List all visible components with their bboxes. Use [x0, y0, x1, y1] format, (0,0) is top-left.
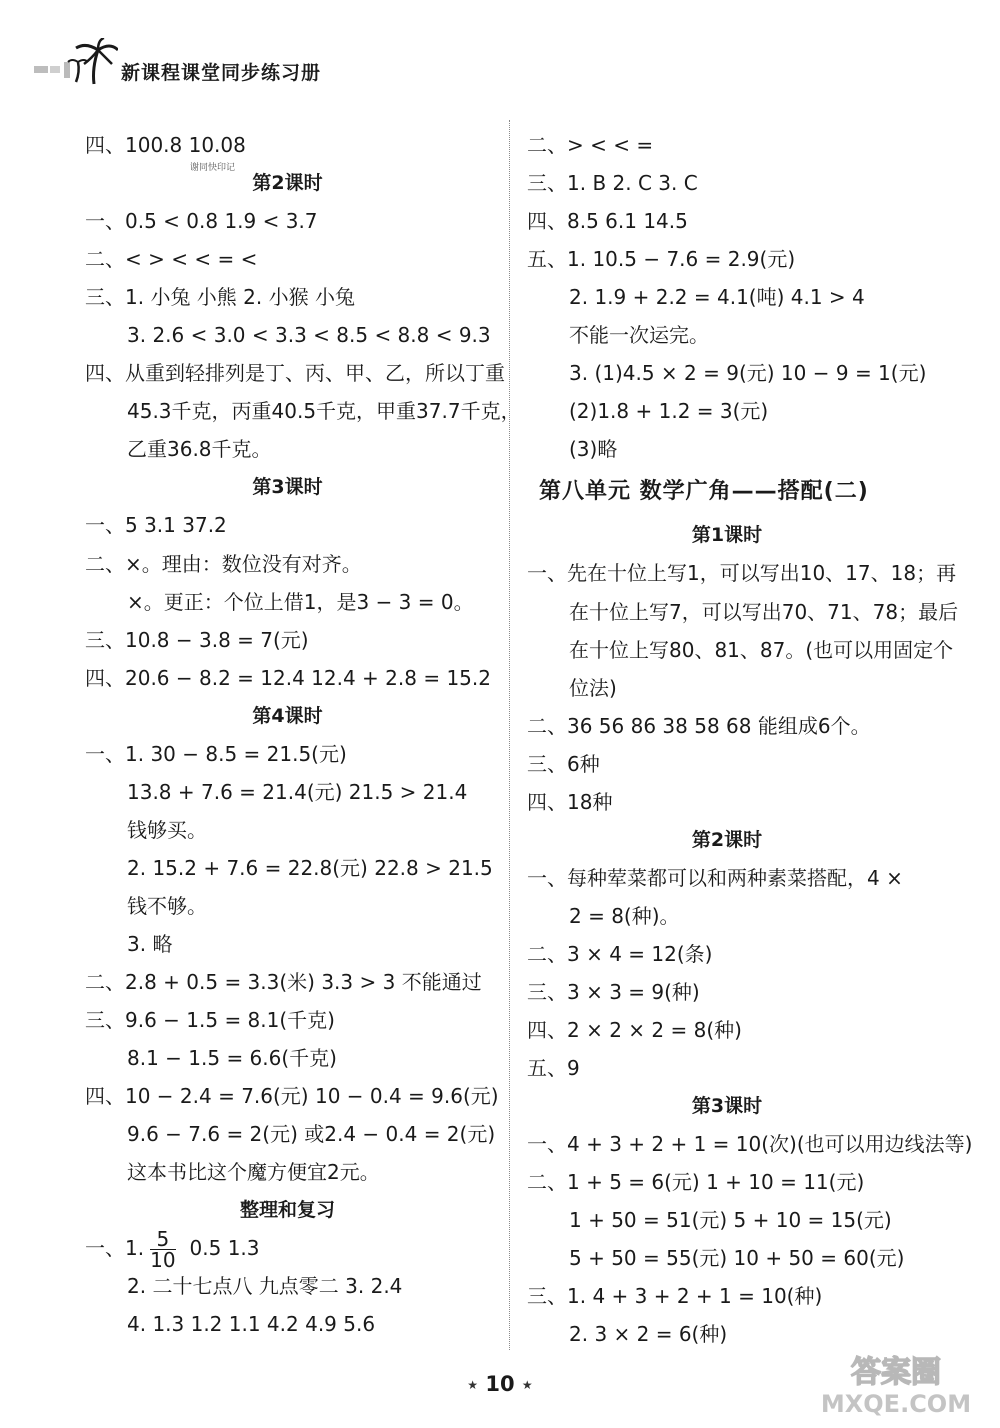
answer-line: 三、1. 4 + 3 + 2 + 1 = 10(种): [527, 1284, 823, 1309]
palm-tree-logo: [28, 38, 118, 86]
lesson-heading: 第3课时: [691, 1095, 763, 1118]
lesson-heading: 第2课时: [691, 828, 763, 851]
answer-prefix: 一、1.: [85, 1236, 145, 1261]
answer-line-continued: 位法): [569, 675, 617, 700]
answer-line: 二、1 + 5 = 6(元) 1 + 10 = 11(元): [527, 1170, 865, 1195]
answer-line-continued: 13.8 + 7.6 = 21.4(元) 21.5 > 21.4: [127, 779, 468, 804]
answer-line-continued: 1 + 50 = 51(元) 5 + 10 = 15(元): [569, 1208, 892, 1233]
site-watermark-logo: [806, 1348, 986, 1418]
answer-line-continued: 在十位上写80、81、87。(也可以用固定个: [569, 637, 954, 662]
answer-line: 二、> < < =: [527, 133, 654, 157]
answer-line: 五、9: [527, 1056, 580, 1081]
answer-line: [85, 1227, 490, 1273]
answer-line: 四、10 − 2.4 = 7.6(元) 10 − 0.4 = 9.6(元): [85, 1084, 499, 1109]
answer-line-continued: 2. 15.2 + 7.6 = 22.8(元) 22.8 > 21.5: [127, 855, 493, 880]
answer-line-continued: (2)1.8 + 1.2 = 3(元): [569, 399, 769, 424]
answer-line: 二、2.8 + 0.5 = 3.3(米) 3.3 > 3 不能通过: [85, 970, 482, 995]
answer-line-continued: 45.3千克，丙重40.5千克，甲重37.7千克，: [127, 399, 521, 424]
right-answer-column: [527, 126, 973, 1353]
header-title: 新课程课堂同步练习册: [121, 62, 322, 84]
answer-line: 三、3 × 3 = 9(种): [527, 979, 700, 1004]
star-icon: ★: [521, 1378, 533, 1392]
answer-line: 四、2 × 2 × 2 = 8(种): [527, 1018, 742, 1043]
answer-line: 四、100.8 10.08: [85, 133, 246, 157]
ink-stamp: 谢同快印记: [190, 163, 236, 173]
fraction: [150, 1227, 176, 1273]
lesson-heading: 第4课时: [252, 704, 323, 727]
answer-line-continued: 在十位上写7，可以写出70、71、78；最后: [569, 599, 959, 624]
answer-line-continued: 这本书比这个魔方便宜2元。: [127, 1160, 380, 1185]
answer-line-continued: 钱够买。: [127, 817, 207, 842]
answer-line: 四、18种: [527, 789, 613, 814]
unit-heading: 第八单元 数学广角——搭配(二): [539, 479, 869, 505]
answer-line: 四、20.6 − 8.2 = 12.4 12.4 + 2.8 = 15.2: [85, 665, 491, 690]
star-icon: ★: [467, 1378, 479, 1392]
answer-line: 三、6种: [527, 751, 600, 776]
lesson-heading: 第3课时: [252, 476, 323, 499]
watermark-bottom: MXQE.COM: [820, 1390, 972, 1418]
answer-line-continued: 8.1 − 1.5 = 6.6(千克): [127, 1046, 337, 1071]
answer-line-continued: ×。更正：个位上借1，是3 − 3 = 0。: [127, 589, 474, 614]
answer-line: 二、3 × 4 = 12(条): [527, 941, 713, 966]
answer-line-continued: 4. 1.3 1.2 1.1 4.2 4.9 5.6: [127, 1312, 376, 1337]
answer-line: 三、1. 小兔 小熊 2. 小猴 小兔: [85, 285, 355, 310]
answer-line-continued: 9.6 − 7.6 = 2(元) 或2.4 − 0.4 = 2(元): [127, 1122, 496, 1147]
answer-line: 一、每种荤菜都可以和两种素菜搭配，4 ×: [527, 865, 903, 890]
answer-line: 一、先在十位上写1，可以写出10、17、18；再: [527, 561, 957, 586]
answer-line: 四、从重到轻排列是丁、丙、甲、乙，所以丁重: [85, 361, 505, 386]
answer-line-continued: 2. 1.9 + 2.2 = 4.1(吨) 4.1 > 4: [569, 285, 865, 310]
column-divider: [509, 120, 510, 1350]
answer-line-continued: 5 + 50 = 55(元) 10 + 50 = 60(元): [569, 1246, 905, 1271]
answer-line-continued: 钱不够。: [127, 893, 207, 918]
answer-line: 一、5 3.1 37.2: [85, 513, 227, 538]
answer-line: 三、10.8 − 3.8 = 7(元): [85, 627, 309, 652]
answer-line: 一、0.5 < 0.8 1.9 < 3.7: [85, 209, 318, 234]
fraction-denominator: 10: [150, 1248, 176, 1273]
answer-line: 二、36 56 86 38 58 68 能组成6个。: [527, 713, 871, 738]
answer-line-continued: 3. (1)4.5 × 2 = 9(元) 10 − 9 = 1(元): [569, 361, 927, 386]
answer-line-continued: 2. 3 × 2 = 6(种): [569, 1322, 728, 1347]
answer-line-continued: (3)略: [569, 437, 618, 462]
lesson-heading: 第2课时: [252, 172, 323, 195]
answer-line-continued: 乙重36.8千克。: [127, 437, 272, 462]
answer-line-continued: 3. 2.6 < 3.0 < 3.3 < 8.5 < 8.8 < 9.3: [127, 323, 491, 348]
answer-line: 一、4 + 3 + 2 + 1 = 10(次)(也可以用边线法等): [527, 1132, 973, 1157]
answer-line: 二、< > < < = <: [85, 247, 258, 272]
answer-line-continued: 不能一次运完。: [569, 323, 709, 348]
page-header: [28, 38, 428, 88]
answer-line: 四、8.5 6.1 14.5: [527, 209, 688, 234]
left-answer-column: [85, 126, 521, 1344]
answer-line-continued: 2 = 8(种)。: [569, 903, 680, 928]
answer-line: 五、1. 10.5 − 7.6 = 2.9(元): [527, 247, 796, 272]
answer-line: 三、9.6 − 1.5 = 8.1(千克): [85, 1008, 335, 1033]
answer-line: 二、×。理由：数位没有对齐。: [85, 551, 362, 576]
page-number-text: 10: [485, 1372, 515, 1396]
answer-line: 一、1. 30 − 8.5 = 21.5(元): [85, 741, 347, 766]
answer-line-continued: 2. 二十七点八 九点零二 3. 2.4: [127, 1274, 403, 1299]
answer-suffix: 0.5 1.3: [189, 1236, 260, 1261]
watermark-top: 答案圈: [851, 1355, 941, 1390]
fraction-numerator: 5: [150, 1229, 175, 1250]
lesson-heading: 第1课时: [691, 524, 763, 547]
answer-line-continued: 3. 略: [127, 931, 173, 956]
answer-line: 三、1. B 2. C 3. C: [527, 171, 698, 196]
lesson-heading: 整理和复习: [239, 1199, 335, 1222]
